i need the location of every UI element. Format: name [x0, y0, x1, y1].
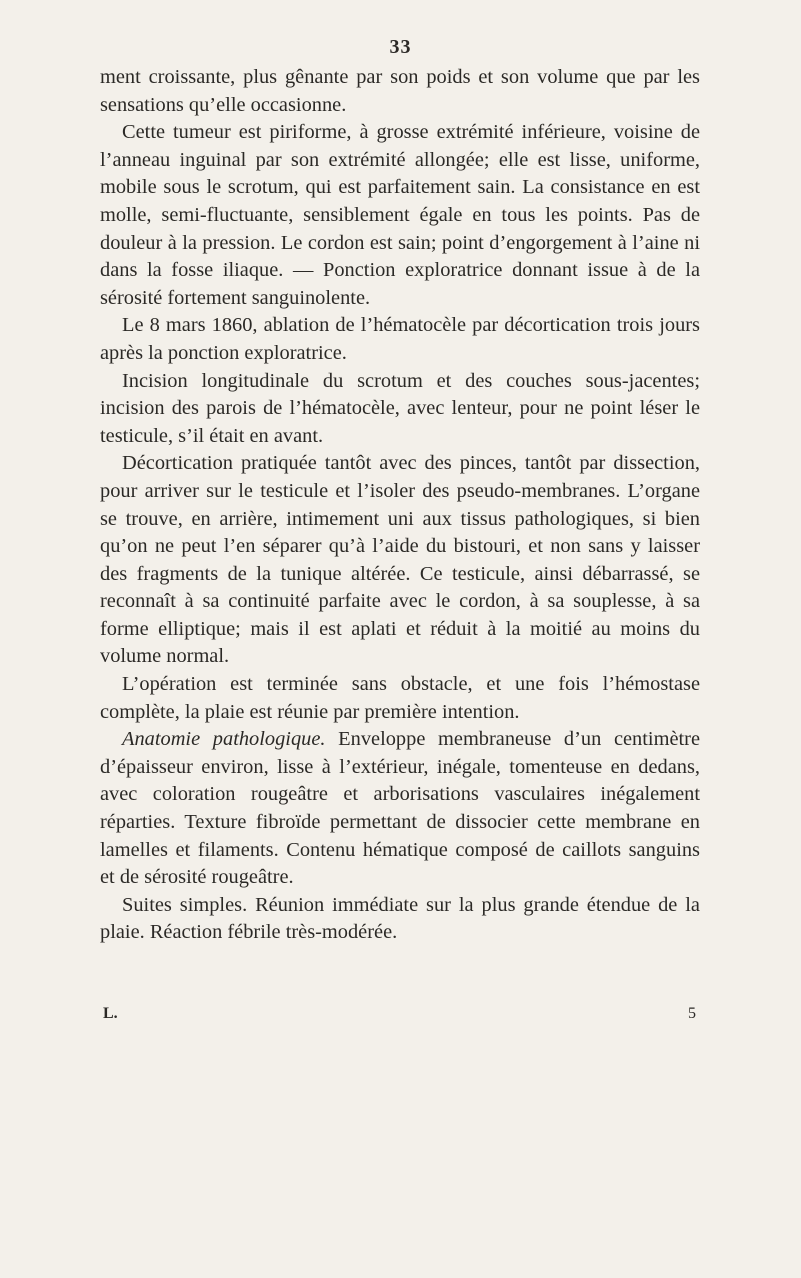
body-text [100, 64, 700, 947]
page-number: 33 [389, 36, 412, 58]
paragraph-3: Le 8 mars 1860, ablation de l’hématocèle par décortication trois jours après la ponction exploratrice. [100, 314, 700, 364]
paragraph-2: Cette tumeur est piriforme, à grosse extrémité inférieure, voisine de l’anneau inguinal par son extrémité allongée; elle est lisse, uniforme, mobile sous le scrotum, qui est parfaitement sain. La consistance en est molle, semi-fluctuante, sensiblement égale en tous les points. Pas de douleur à la pression. Le cordon est sain; point d’engorgement à l’aine ni dans la fosse iliaque. — Ponction exploratrice donnant issue à de la sérosité fortement sanguinolente. [100, 121, 700, 309]
paragraph-8: Suites simples. Réunion immédiate sur la plus grande étendue de la plaie. Réaction fébrile très-modérée. [100, 893, 700, 944]
signature-mark: L. [103, 1005, 118, 1022]
paragraph-7-text: Enveloppe membraneuse d’un centimètre d’épaisseur environ, lisse à l’extérieur, inégale, tomenteuse en dedans, avec coloration rougeâtre et arborisations vasculaires inégalement réparties. Texture fibroïde permettant de dissocier cette membrane en lamelles et filaments. Contenu hématique composé de caillots sanguins et de sérosité rougeâtre. [100, 728, 700, 889]
signature-number: 5 [688, 1005, 696, 1022]
paragraph-1: ment croissante, plus gênante par son poids et son volume que par les sensations qu’elle occasionne. [100, 66, 700, 116]
paragraph-6: L’opération est terminée sans obstacle, et une fois l’hémostase complète, la plaie est réunie par première intention. [100, 673, 700, 723]
section-heading-anatomie: Anatomie pathologique. [122, 728, 326, 751]
paragraph-7 [100, 726, 700, 892]
paragraph-5: Décortication pratiquée tantôt avec des pinces, tantôt par dissection, pour arriver sur le testicule et l’isoler des pseudo-membranes. L’organe se trouve, en arrière, intimement uni aux tissus pathologiques, si bien qu’on ne peut l’en séparer qu’à l’aide du bistouri, et non sans y laisser des fragments de la tunique altérée. Ce testicule, ainsi débarrassé, se reconnaît à sa continuité parfaite avec le cordon, à sa souplesse, à sa forme elliptique; mais il est aplati et réduit à la moitié au moins du volume normal. [100, 452, 700, 668]
paragraph-4: Incision longitudinale du scrotum et des couches sous-jacentes; incision des parois de l’hématocèle, avec lenteur, pour ne point léser le testicule, s’il était en avant. [100, 369, 700, 447]
signature-line [100, 1005, 700, 1029]
